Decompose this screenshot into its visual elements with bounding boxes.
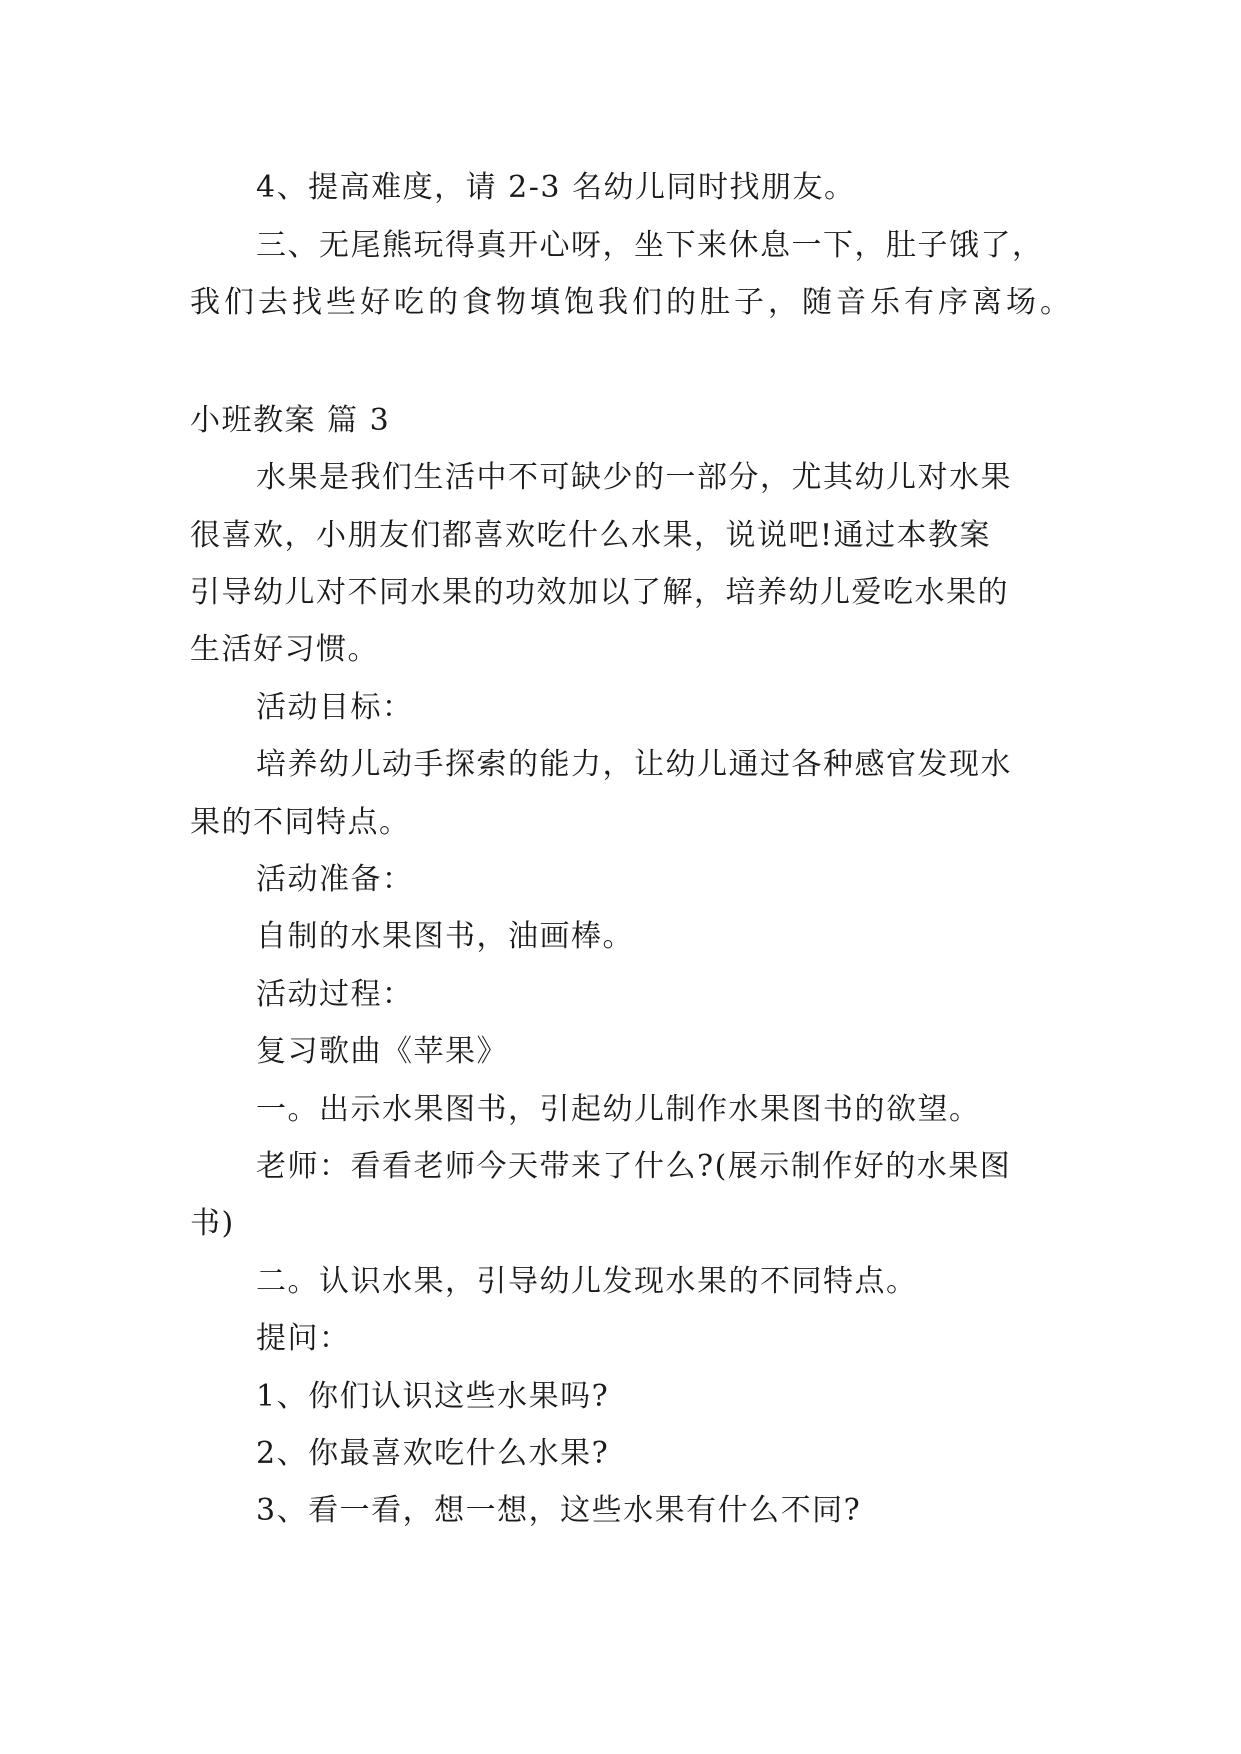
prep-text: 自制的水果图书，油画棒。 xyxy=(256,919,634,954)
teacher-line-2: 书) xyxy=(190,1206,235,1241)
goal-text-line-1: 培养幼儿动手探索的能力，让幼儿通过各种感官发现水 xyxy=(256,747,1012,782)
intro-line-1: 水果是我们生活中不可缺少的一部分，尤其幼儿对水果 xyxy=(256,460,1012,495)
question-2: 2、你最喜欢吃什么水果? xyxy=(256,1436,610,1471)
section-title: 小班教案 篇 3 xyxy=(190,403,391,438)
prev-step-4: 4、提高难度，请 2-3 名幼儿同时找朋友。 xyxy=(256,170,856,205)
prev-step-3-line-1: 三、无尾熊玩得真开心呀，坐下来休息一下，肚子饿了， xyxy=(256,228,1044,263)
intro-line-4: 生活好习惯。 xyxy=(190,632,379,667)
step-one: 一。出示水果图书，引起幼儿制作水果图书的欲望。 xyxy=(256,1092,981,1127)
intro-line-3: 引导幼儿对不同水果的功效加以了解，培养幼儿爱吃水果的 xyxy=(190,575,1009,610)
step-two: 二。认识水果，引导幼儿发现水果的不同特点。 xyxy=(256,1264,918,1299)
review-song: 复习歌曲《苹果》 xyxy=(256,1034,508,1069)
question-3: 3、看一看，想一想，这些水果有什么不同? xyxy=(256,1493,862,1528)
intro-line-2: 很喜欢，小朋友们都喜欢吃什么水果，说说吧!通过本教案 xyxy=(190,518,992,553)
goal-heading: 活动目标： xyxy=(256,690,414,725)
teacher-line-1: 老师：看看老师今天带来了什么?(展示制作好的水果图 xyxy=(256,1149,1012,1184)
prev-step-3-line-2: 我们去找些好吃的食物填饱我们的肚子，随音乐有序离场。 xyxy=(190,285,1074,320)
goal-text-line-2: 果的不同特点。 xyxy=(190,805,411,840)
question-heading: 提问： xyxy=(256,1321,351,1356)
question-1: 1、你们认识这些水果吗? xyxy=(256,1379,610,1414)
prep-heading: 活动准备： xyxy=(256,862,414,897)
process-heading: 活动过程： xyxy=(256,977,414,1012)
